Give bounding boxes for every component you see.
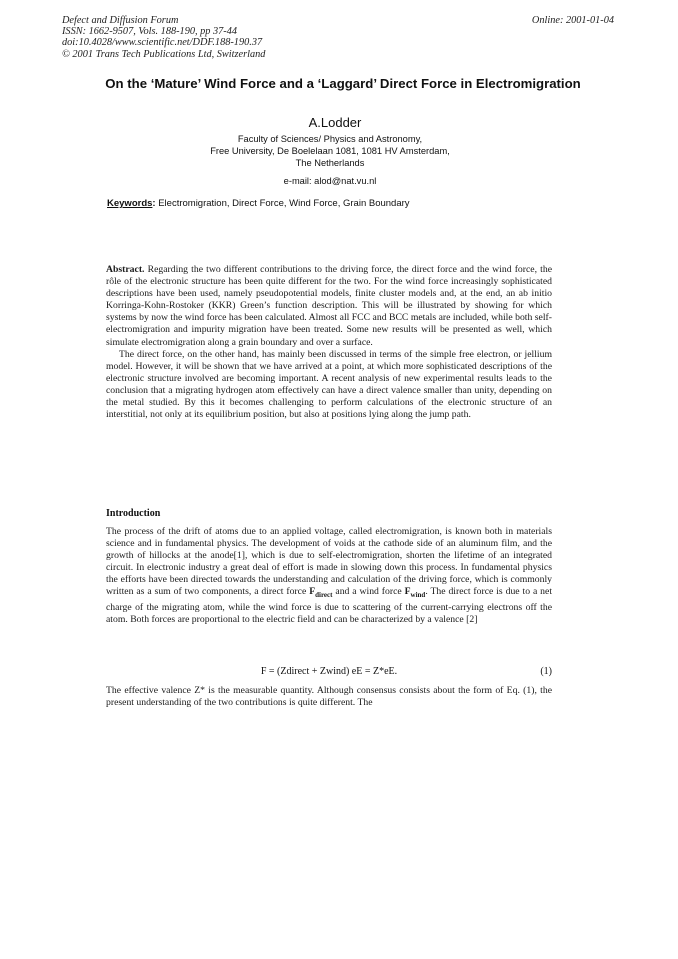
affiliation-line-1: Faculty of Sciences/ Physics and Astronomy,	[237, 134, 423, 144]
online-date: Online: 2001-01-04	[531, 15, 614, 26]
author-name: A.Lodder	[308, 115, 362, 130]
abstract-text-1: Regarding the two different contributions to the driving force, the direct force and the wind force, the rôle of the electronic structure has been quite different for the two. For the wind force increasingly sophisticated descriptions have been used, namely pseudopotential models, finite cluster models and, at the end, an ab initio Korringa-Kohn-Rostoker (KKR) Green’s function description. This will be illustrated by showing for which systems by now the wind force has been calculated. Almost all FCC and BCC metals are included, while both self-electromigration and impurity migration have been treated. Some new results will be presented as well, which simulate electromigration along a grain boundary and over a surface.	[106, 264, 553, 348]
affiliation-line-2: Free University, De Boelelaan 1081, 1081 HV Amsterdam,	[210, 145, 450, 156]
subscript-wind: wind	[410, 591, 426, 600]
keywords-colon: :	[152, 198, 159, 209]
introduction-text-2: The effective valence Z* is the measurable quantity. Although consensus consists about the form of Eq. (1), the present understanding of the two contributions is quite different. The	[106, 685, 552, 709]
introduction-paragraph-2	[106, 685, 552, 709]
keywords-text: Electromigration, Direct Force, Wind Force, Grain Boundary	[158, 198, 410, 209]
affiliation	[0, 134, 660, 169]
journal-name: Defect and Diffusion Forum	[62, 15, 179, 26]
intro-text-part-1: The process of the drift of atoms due to an applied voltage, called electromigration, is known both in materials science and in fundamental physics. The development of voids at the cathode side of an aluminum film, and the growth of hillocks at the anode[1], which is due to self-electromigration, shorten the lifetime of an integrated circuit. In electronic industry a great deal of effort is made in slowing down this process. In fundamental physics the efforts have been directed towards the understanding and calculation of the driving force, which is commonly written as a sum of two components, a direct force F	[106, 526, 552, 598]
intro-text-part-2: and a wind force F	[332, 586, 411, 598]
issn-line: ISSN: 1662-9507, Vols. 188-190, pp 37-44	[62, 26, 238, 38]
copyright-line: © 2001 Trans Tech Publications Ltd, Switzerland	[62, 48, 266, 60]
introduction-text-1	[106, 526, 552, 626]
journal-header	[62, 15, 265, 60]
force-symbol: F	[404, 586, 411, 598]
doi-line: doi:10.4028/www.scientific.net/DDF.188-190.37	[62, 37, 263, 49]
force-symbol: F	[309, 586, 316, 598]
subscript-direct: direct	[315, 591, 333, 600]
author-email: e-mail: alod@nat.vu.nl	[283, 176, 377, 186]
keywords-label: Keywords	[107, 198, 153, 209]
equation-1	[106, 666, 552, 680]
abstract-label: Abstract.	[106, 264, 145, 275]
paper-title: On the ‘Mature’ Wind Force and a ‘Laggard’ Direct Force in Electromigration	[105, 76, 581, 91]
intro-text-part-3: . The direct force is due to a net charge of the migrating atom, while the wind force is due to scattering of the current-carrying electrons off the atom. Both forces are proportional to the electric field and can be characterized by a valence [2]	[106, 586, 553, 625]
introduction-paragraph-1	[106, 526, 552, 626]
equation-number: (1)	[540, 666, 552, 677]
introduction-heading: Introduction	[106, 508, 161, 519]
keywords	[107, 198, 410, 209]
abstract	[106, 264, 552, 421]
abstract-paragraph-2: The direct force, on the other hand, has mainly been discussed in terms of the simple free electron, or jellium model. However, it will be shown that we have arrived at a point, at which more sophisticated descriptions of the electronic structure involved are becoming important. A recent analysis of new experimental results leads to the conclusion that a migrating hydrogen atom effectively can have a direct valence smaller than unity, depending on the metal studied. By this it becomes challenging to perform calculations of the electronic structure of an interstitial, not only at its equilibrium position, but also at positions lying along the jump path.	[106, 348, 552, 421]
abstract-paragraph-1	[106, 264, 552, 349]
equation-body: F = (Zdirect + Zwind) eE = Z*eE.	[260, 666, 398, 677]
affiliation-line-3: The Netherlands	[295, 157, 365, 168]
